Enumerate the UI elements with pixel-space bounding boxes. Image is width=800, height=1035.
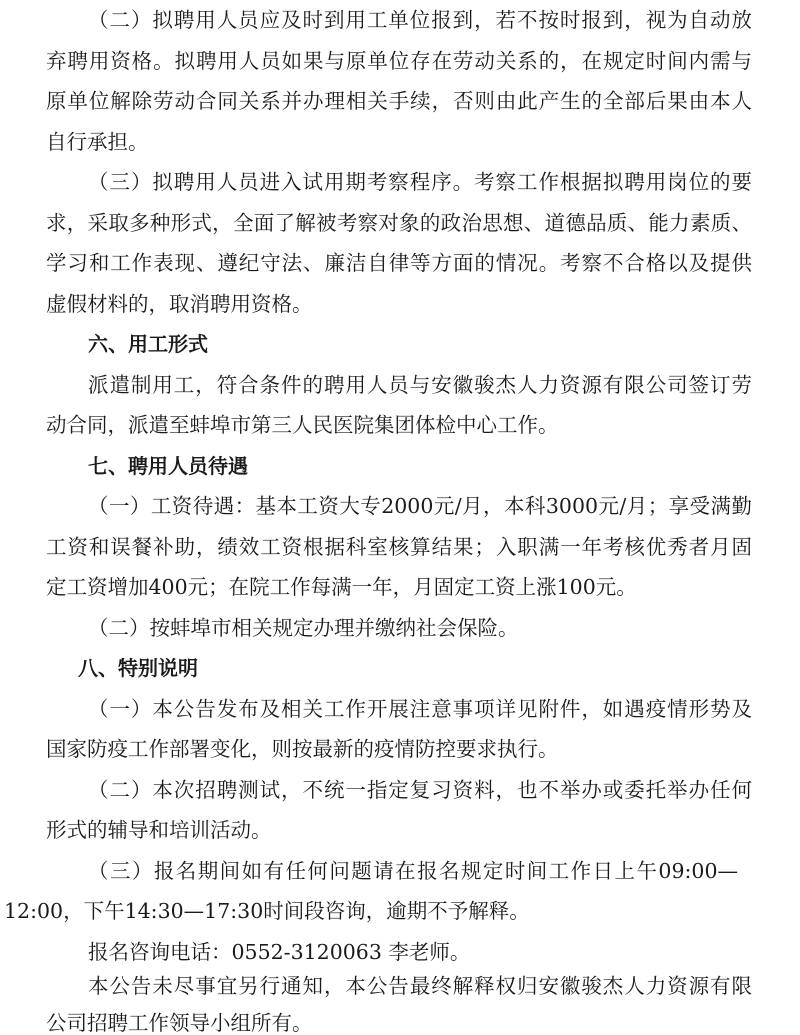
paragraph-salary-line-3: 定工资增加400元；在院工作每满一年，月固定工资上涨100元。	[46, 575, 637, 599]
paragraph-dispatch-line-2: 动合同，派遣至蚌埠市第三人民医院集团体检中心工作。	[46, 413, 559, 437]
paragraph-epidemic-line-2: 国家防疫工作部署变化，则按最新的疫情防控要求执行。	[46, 737, 559, 761]
paragraph-epidemic-line-1: （一）本公告发布及相关工作开展注意事项详见附件，如遇疫情形势及	[88, 697, 752, 721]
section-heading-special-notes: 八、特别说明	[78, 656, 198, 680]
paragraph-probation-line-3: 学习和工作表现、遵纪守法、廉洁自律等方面的情况。考察不合格以及提供	[46, 251, 752, 275]
paragraph-no-materials-line-1: （二）本次招聘测试，不统一指定复习资料，也不举办或委托举办任何	[88, 778, 752, 802]
paragraph-dispatch-line-1: 派遣制用工，符合条件的聘用人员与安徽骏杰人力资源有限公司签订劳	[88, 373, 752, 397]
paragraph-reporting-line-3: 原单位解除劳动合同关系并办理相关手续，否则由此产生的全部后果由本人	[46, 89, 752, 113]
paragraph-final-note-line-2: 公司招聘工作领导小组所有。	[46, 1011, 313, 1035]
paragraph-consultation-line-1: （三）报名期间如有任何问题请在报名规定时间工作日上午09:00—	[88, 859, 738, 883]
paragraph-probation-line-1: （三）拟聘用人员进入试用期考察程序。考察工作根据拟聘用岗位的要	[88, 170, 752, 194]
paragraph-reporting-line-1: （二）拟聘用人员应及时到用工单位报到，若不按时报到，视为自动放	[88, 8, 752, 32]
paragraph-reporting-line-4: 自行承担。	[46, 130, 149, 154]
paragraph-probation-line-2: 求，采取多种形式，全面了解被考察对象的政治思想、道德品质、能力素质、	[46, 211, 752, 235]
paragraph-salary-line-1: （一）工资待遇：基本工资大专2000元/月，本科3000元/月；享受满勤	[88, 494, 752, 518]
paragraph-probation-line-4: 虚假材料的，取消聘用资格。	[46, 292, 313, 316]
paragraph-consultation-line-2: 12:00，下午14:30—17:30时间段咨询，逾期不予解释。	[4, 899, 530, 923]
paragraph-social-insurance: （二）按蚌埠市相关规定办理并缴纳社会保险。	[88, 616, 519, 640]
paragraph-reporting-line-2: 弃聘用资格。拟聘用人员如果与原单位存在劳动关系的，在规定时间内需与	[46, 49, 752, 73]
paragraph-no-materials-line-2: 形式的辅导和培训活动。	[46, 818, 272, 842]
paragraph-salary-line-2: 工资和误餐补助，绩效工资根据科室核算结果；入职满一年考核优秀者月固	[46, 535, 752, 559]
section-heading-employment-form: 六、用工形式	[88, 332, 208, 356]
paragraph-final-note-line-1: 本公告未尽事宜另行通知，本公告最终解释权归安徽骏杰人力资源有限	[88, 974, 752, 998]
section-heading-compensation: 七、聘用人员待遇	[88, 454, 248, 478]
paragraph-contact-phone: 报名咨询电话：0552-3120063 李老师。	[88, 940, 471, 964]
